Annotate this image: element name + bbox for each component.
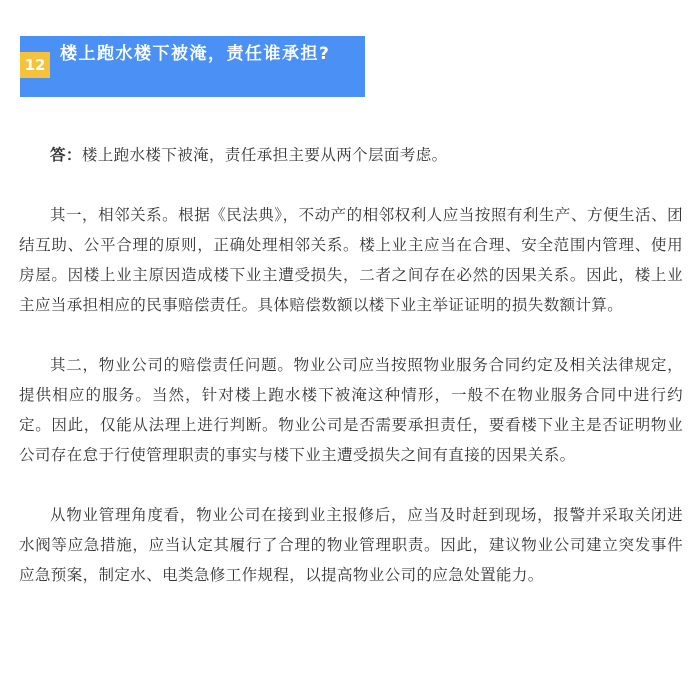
section-title: 楼上跑水楼下被淹，责任谁承担? — [60, 44, 331, 64]
answer-paragraph — [19, 140, 683, 170]
section-number-badge: 12 — [20, 52, 50, 78]
answer-label: 答： — [50, 146, 82, 164]
paragraph-property-management-advice: 从物业管理角度看，物业公司在接到业主报修后，应当及时赶到现场，报警并采取关闭进水阀等应急措施，应当认定其履行了合理的物业管理职责。因此，建议物业公司建立突发事件应急预案，制定水、电类急修工作规程，以提高物业公司的应急处置能力。 — [19, 506, 683, 584]
paragraph-adjacent-relations: 其一，相邻关系。根据《民法典》，不动产的相邻权利人应当按照有利生产、方便生活、团结互助、公平合理的原则，正确处理相邻关系。楼上业主应当在合理、安全范围内管理、使用房屋。因楼上业主原因造成楼下业主遭受损失，二者之间存在必然的因果关系。因此，楼上业主应当承担相应的民事赔偿责任。具体赔偿数额以楼下业主举证证明的损失数额计算。 — [19, 206, 683, 314]
paragraph-property-company-liability: 其二，物业公司的赔偿责任问题。物业公司应当按照物业服务合同约定及相关法律规定，提供相应的服务。当然，针对楼上跑水楼下被淹这种情形，一般不在物业服务合同中进行约定。因此，仅能从法理上进行判断。物业公司是否需要承担责任，要看楼下业主是否证明物业公司存在怠于行使管理职责的事实与楼下业主遭受损失之间有直接的因果关系。 — [19, 356, 683, 464]
section-header — [20, 36, 365, 97]
answer-text: 楼上跑水楼下被淹，责任承担主要从两个层面考虑。 — [81, 146, 448, 164]
article-body — [19, 140, 683, 620]
